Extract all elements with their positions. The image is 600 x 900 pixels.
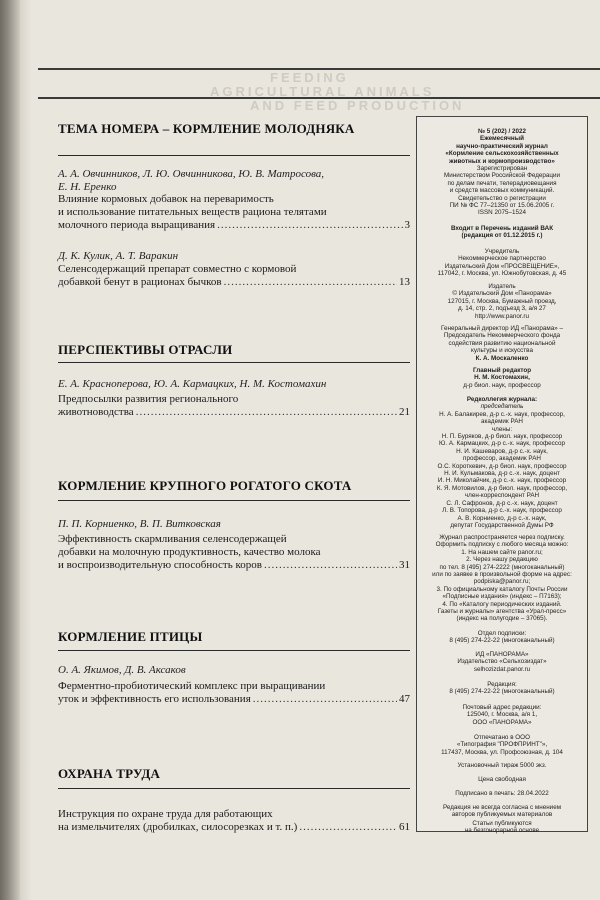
registration-line: Свидетельство о регистрации [458, 194, 546, 202]
director-line: содействия развитию национальной [448, 339, 556, 347]
director-line: культуры и искусства [471, 347, 533, 355]
board-member: С. Л. Сафронов, д-р с.-х. наук, доцент [446, 499, 558, 507]
leader-dots [136, 406, 397, 419]
leader-dots [217, 219, 402, 232]
board-member: И. Н. Миколайчик, д-р с.-х. наук, профессор [437, 477, 567, 485]
leader-dots [299, 821, 397, 834]
board-member: Л. В. Топорова, д-р с.-х. наук, профессор [442, 507, 562, 515]
toc-entry[interactable] [58, 808, 410, 834]
editorial-line: Редакция: [487, 681, 517, 688]
vak-notice [418, 225, 586, 240]
journal-desc-line: животных и кормопроизводство» [449, 157, 555, 165]
panorama-block [418, 651, 586, 673]
authors-line: Е. А. Красноперова, Ю. А. Кармацких, Н. М. Костомахин [58, 378, 327, 390]
ghost-text-1: FEEDING [270, 70, 349, 85]
subscription-line: Журнал распространяется через подписку. [439, 534, 565, 541]
leader-dots [264, 559, 397, 572]
postal-address [418, 704, 586, 726]
toc-entry[interactable] [58, 193, 410, 232]
toc-entry[interactable] [58, 393, 410, 419]
article-title-line: на измельчителях (дробилках, силосорезках и т. п.) [58, 821, 298, 833]
director-line: Генеральный директор ИД «Панорама» – [441, 325, 563, 332]
subscription-line: 1. На нашем сайте panor.ru; [461, 548, 543, 556]
board-member: Н. И. Кульмакова, д-р с.-х. наук, доцент [444, 470, 560, 478]
disclaimer-line: авторов публикуемых материалов [451, 811, 553, 819]
imprint-masthead [418, 128, 586, 217]
periodicity: Ежемесячный [480, 135, 524, 143]
editor-name: Н. М. Костомахин, [474, 374, 530, 382]
subscription-line: 3. По официальному каталогу Почты России [436, 585, 568, 593]
fee-line: Статьи публикуются [472, 820, 532, 827]
founder-line: Некоммерческое партнерство [458, 255, 546, 263]
toc-entry[interactable] [58, 680, 410, 706]
section-divider [58, 155, 410, 156]
section-title: ТЕМА НОМЕРА – КОРМЛЕНИЕ МОЛОДНЯКА [58, 121, 355, 136]
subscription-line: Оформить подписку с любого месяца можно: [435, 541, 569, 549]
subscription-line: «Подписные издания» (индекс – П7163); [442, 593, 562, 601]
disclaimer-line: Редакция не всегда согласна с мнением [442, 804, 562, 811]
section-title: КОРМЛЕНИЕ ПТИЦЫ [58, 629, 203, 644]
article-title-line: животноводства [58, 406, 134, 418]
subscription-line: (индекс на полугодие – 37065). [456, 615, 548, 623]
fee-line: на безгонорарной основе [464, 827, 540, 835]
page-number: 47 [399, 693, 410, 705]
board-title: Редколлегия журнала: [466, 396, 538, 403]
section-title: ОХРАНА ТРУДА [58, 766, 161, 781]
postal-line: Почтовый адрес редакции: [462, 704, 542, 711]
issue-number: № 5 (202) / 2022 [478, 128, 526, 135]
director-line: Председатель Некоммерческого фонда [443, 332, 561, 340]
ghost-text-3: AND FEED PRODUCTION [250, 98, 465, 113]
panorama-line: Издательство «Сельхозиздат» [457, 658, 547, 666]
panorama-line: selhozizdat.panor.ru [473, 665, 531, 673]
article-title-line: добавкой бенут в рационах бычков [58, 276, 222, 288]
leader-dots [253, 693, 397, 706]
vak-line: Входит в Перечень изданий ВАК [450, 225, 554, 232]
article-title-line: молочного периода выращивания [58, 219, 216, 231]
section-title: ПЕРСПЕКТИВЫ ОТРАСЛИ [58, 342, 233, 357]
ghost-text-2: AGRICULTURAL ANIMALS [210, 84, 435, 99]
journal-desc-line: научно-практический журнал [456, 142, 548, 150]
board-member: О.С. Короткевич, д-р биол. наук, профессор [437, 462, 567, 470]
article-authors [58, 378, 410, 391]
founder-line: 117042, г. Москва, ул. Южнобутовская, д. 45 [437, 270, 567, 278]
editorial-line: 8 (495) 274-22-22 (многоканальный) [449, 688, 555, 696]
fee-notice [418, 820, 586, 835]
section-divider [58, 650, 410, 651]
article-authors [58, 664, 410, 677]
page-number: 3 [404, 219, 410, 231]
page-number: 21 [399, 406, 410, 418]
article-title-line: и воспроизводительную способность коров [58, 559, 262, 571]
publisher-line: http://www.panor.ru [475, 312, 529, 320]
board-member: член-корреспондент РАН [464, 492, 540, 500]
circulation-text: Установочный тираж 5000 экз. [457, 762, 547, 769]
board-member: депутат Государственной Думы РФ [450, 521, 554, 529]
publisher-line: Издатель [488, 283, 516, 290]
publisher-line: © Издательский Дом «Панорама» [452, 290, 552, 298]
founder-line: Издательский Дом «ПРОСВЕЩЕНИЕ», [444, 262, 560, 270]
authors-line: А. А. Овчинников, Л. Ю. Овчинникова, Ю. В. Матросова, [58, 168, 325, 180]
authors-line: Д. К. Кулик, А. Т. Варакин [58, 250, 179, 262]
scan-edge [0, 0, 20, 900]
subs-dept-line: Отдел подписки: [477, 630, 527, 637]
board-chair: Н. А. Балакирев, д-р с.-х. наук, профессор, [439, 410, 565, 418]
registration-line: по делам печати, телерадиовещания [447, 179, 557, 187]
article-title-line: добавки на молочную продуктивность, качество молока [58, 546, 321, 558]
registration-line: и средств массовых коммуникаций. [449, 187, 555, 195]
subscription-line: Газеты и журналы» агентства «Урал-пресс» [437, 608, 567, 616]
registration-line: ПИ № ФС 77–21350 от 15.06.2005 г. [449, 202, 555, 210]
subscription-line: или по заявке в произвольной форме на адрес: [432, 571, 572, 579]
editor-block [418, 367, 586, 389]
subs-dept-line: 8 (495) 274-22-22 (многоканальный) [449, 637, 555, 645]
article-title-line: Эффективность скармливания селенсодержащей [58, 533, 287, 545]
article-authors [58, 518, 410, 531]
subscription-line: 2. Через нашу редакцию [466, 556, 538, 564]
editorial-board [418, 396, 586, 529]
page-number: 61 [399, 821, 410, 833]
signed-text: Подписано в печать: 28.04.2022 [455, 790, 549, 797]
panorama-line: ИД «ПАНОРАМА» [475, 651, 529, 658]
postal-line: ООО «ПАНОРАМА» [472, 718, 532, 726]
postal-line: 125040, г. Москва, а/я 1, [466, 711, 538, 719]
leader-dots [224, 276, 397, 289]
board-members-label: члены: [491, 425, 513, 433]
subscription-line: podpiska@panor.ru; [473, 578, 531, 586]
article-title-line: Селенсодержащий препарат совместно с кормовой [58, 263, 297, 275]
subscription-line: по тел. 8 (495) 274-2222 (многоканальный) [439, 563, 565, 571]
printer-line: Отпечатано в ООО [474, 734, 530, 741]
article-title-line: Влияние кормовых добавок на переваримость [58, 193, 274, 205]
article-title-line: и использование питательных веществ рациона телятами [58, 206, 327, 218]
editorial-contact [418, 681, 586, 696]
board-member: А. В. Корниенко, д-р с.-х. наук, [457, 514, 547, 522]
toc-entry[interactable] [58, 263, 410, 289]
registration-line: Зарегистрирован [476, 165, 528, 173]
registration-line: Министерством Российской Федерации [443, 172, 561, 180]
board-member: Н. П. Буряков, д-р биол. наук, профессор [441, 433, 563, 441]
editor-title: Главный редактор [472, 367, 532, 374]
printer-line: 117437, Москва, ул. Профсоюзная, д. 104 [441, 748, 563, 756]
section-title: КОРМЛЕНИЕ КРУПНОГО РОГАТОГО СКОТА [58, 478, 352, 493]
director-block [418, 325, 586, 362]
article-title-line: уток и эффективность его использования [58, 693, 251, 705]
board-member: Ю. А. Кармацких, д-р с.-х. наук, профессор [438, 440, 566, 448]
subscription-block [418, 534, 586, 623]
registration-line: ISSN 2075–1524 [478, 209, 526, 217]
signed-date [418, 790, 586, 797]
disclaimer [418, 804, 586, 819]
section-divider [58, 500, 410, 501]
price-text: Цена свободная [478, 776, 526, 783]
authors-line: О. А. Якимов, Д. В. Аксаков [58, 664, 186, 676]
page-number: 31 [399, 559, 410, 571]
article-title-line: Ферментно-пробиотический комплекс при выращивании [58, 680, 326, 692]
printer-line: «Типография "ПРОФПРИНТ"», [456, 741, 548, 749]
authors-line: П. П. Корниенко, В. П. Витковская [58, 518, 221, 530]
board-chair-label: председатель [480, 403, 524, 411]
subscription-dept [418, 630, 586, 645]
director-name: К. А. Москаленко [475, 354, 529, 362]
board-member: Н. И. Кашеваров, д-р с.-х. наук, [456, 447, 548, 455]
journal-desc-line: «Кормление сельскохозяйственных [445, 150, 559, 158]
publisher-line: 127015, г. Москва, Бумажный проезд, [447, 297, 557, 305]
article-authors [58, 168, 410, 194]
price [418, 776, 586, 783]
board-member: профессор, академик РАН [463, 455, 541, 463]
article-title-line: Инструкция по охране труда для работающих [58, 808, 273, 820]
subscription-line: 4. По «Каталогу периодических изданий. [442, 600, 562, 608]
scan-edge-shadow [20, 0, 32, 900]
publisher-block [418, 283, 586, 320]
vak-line: (редакция от 01.12.2015 г.) [461, 232, 543, 240]
editor-degree: д-р биол. наук, профессор [463, 381, 541, 389]
article-authors [58, 250, 410, 263]
founder-line: Учредитель [484, 248, 520, 255]
printer-block [418, 734, 586, 756]
toc-entry[interactable] [58, 533, 410, 572]
section-divider [58, 362, 410, 363]
publisher-line: д. 14, стр. 2, подъезд 3, а/я 27 [458, 305, 546, 313]
board-chair: академик РАН [481, 418, 523, 426]
circulation [418, 762, 586, 769]
founder-block [418, 248, 586, 278]
section-divider [58, 788, 410, 789]
authors-line: Е. Н. Еренко [58, 181, 117, 193]
page-number: 13 [399, 276, 410, 288]
board-member: К. Я. Мотовилов, д-р биол. наук, профессор, [436, 484, 568, 492]
article-title-line: Предпосылки развития регионального [58, 393, 239, 405]
